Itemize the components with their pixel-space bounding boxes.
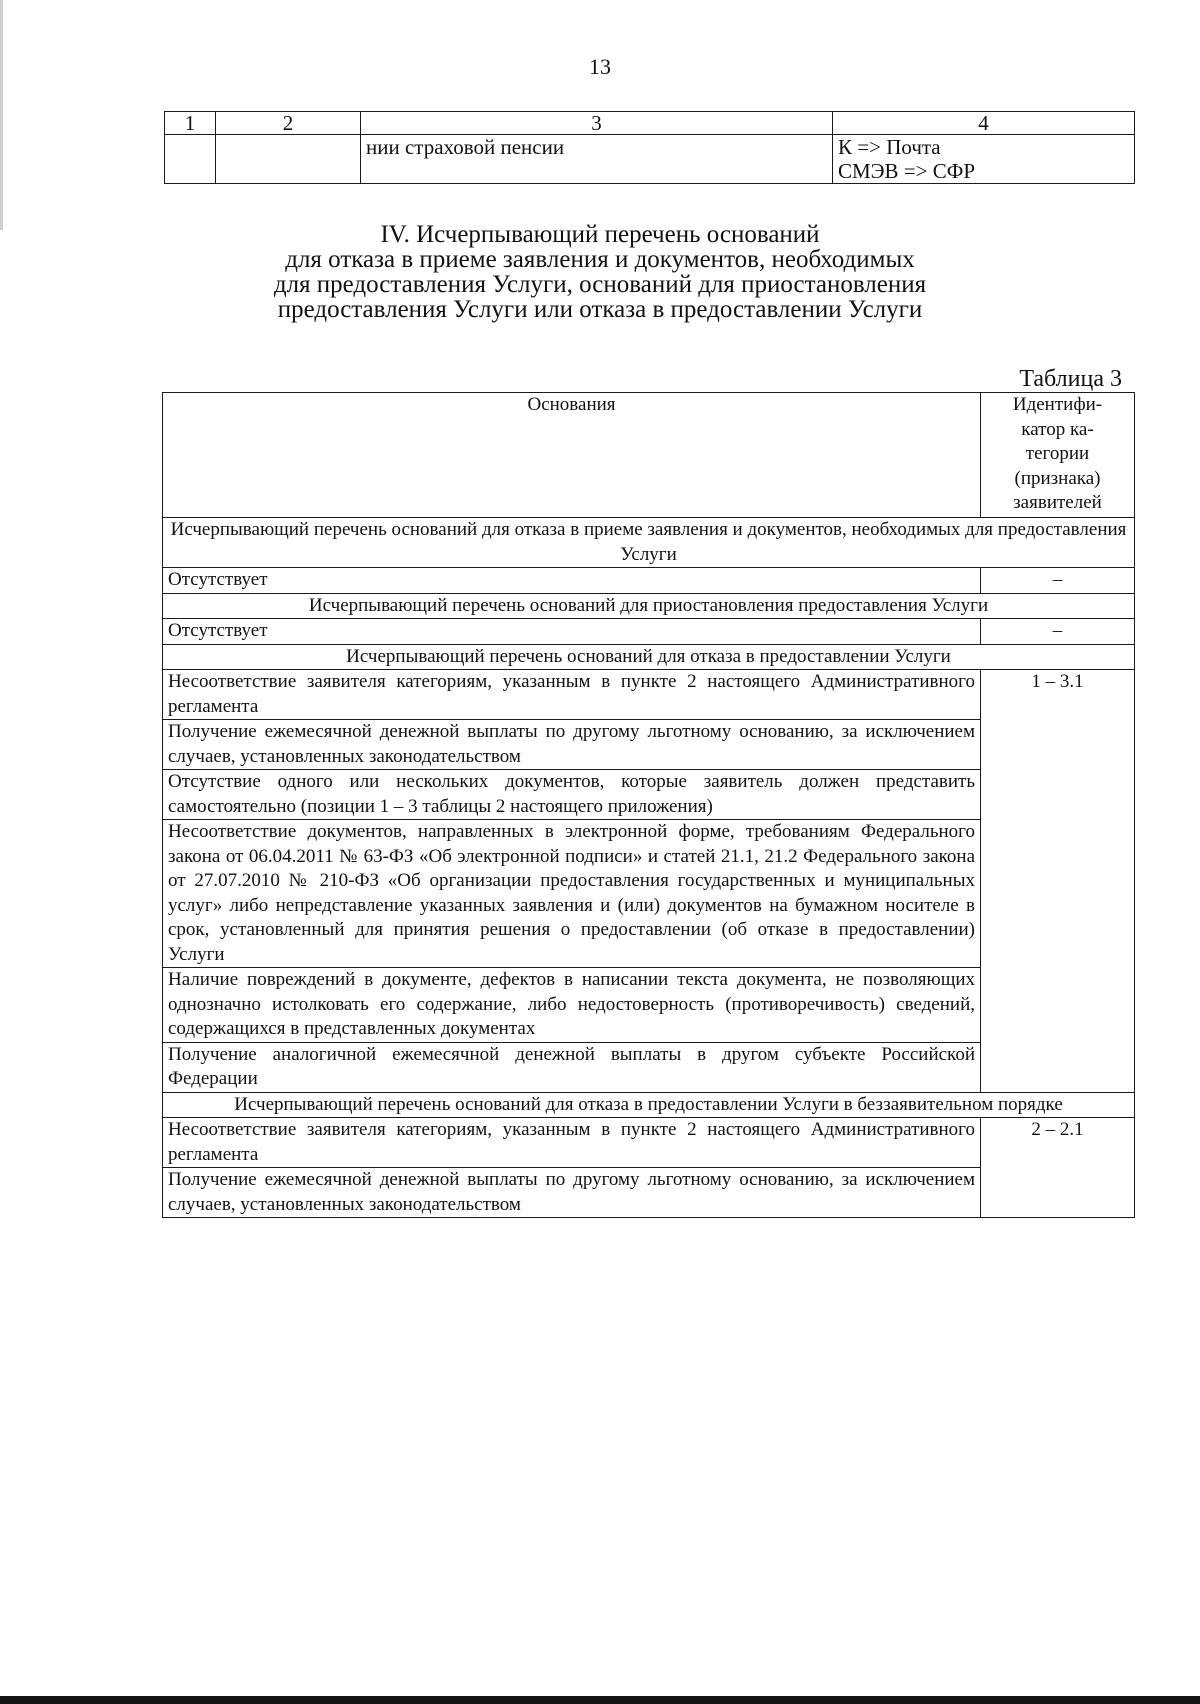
grounds-table	[162, 392, 1135, 1218]
section-heading	[150, 222, 1050, 322]
grounds-table-header	[163, 393, 1135, 518]
delivery-channel-line: СМЭВ => СФР	[838, 159, 976, 183]
ground-cell: Получение аналогичной ежемесячной денежной выплаты в другом субъекте Российской Федерации	[163, 1042, 981, 1092]
table-cell	[833, 135, 1135, 184]
section-title-row	[163, 518, 1135, 568]
identifier-cell: –	[981, 619, 1135, 645]
page-number: 13	[589, 54, 611, 79]
section-title: Исчерпывающий перечень оснований для отказа в предоставлении Услуги	[163, 644, 1135, 670]
table-cell: нии страховой пенсии	[361, 135, 833, 184]
heading-line: предоставления Услуги или отказа в предоставлении Услуги	[277, 296, 923, 323]
table-cell	[165, 135, 216, 184]
table-row	[163, 1118, 1135, 1168]
heading-line: для отказа в приеме заявления и документов, необходимых	[285, 246, 915, 273]
scan-left-edge	[0, 0, 3, 230]
table-row	[163, 568, 1135, 594]
ground-cell: Получение ежемесячной денежной выплаты по другому льготному основанию, за исключением случаев, установленных законодательством	[163, 1168, 981, 1218]
ground-cell: Несоответствие заявителя категориям, указанным в пункте 2 настоящего Административного регламента	[163, 670, 981, 720]
ground-cell: Отсутствие одного или нескольких документов, которые заявитель должен представить самостоятельно (позиции 1 – 3 таблицы 2 настоящего приложения)	[163, 770, 981, 820]
continuation-table-header	[165, 112, 1135, 135]
ground-cell: Наличие повреждений в документе, дефектов в написании текста документа, не позволяющих однозначно истолковать его содержание, либо недостоверность (противоречивость) сведений, содержащихся в представленных документах	[163, 968, 981, 1043]
header-grounds: Основания	[163, 393, 981, 518]
continuation-table	[164, 111, 1135, 184]
heading-line: для предоставления Услуги, оснований для приостановления	[273, 271, 927, 298]
identifier-cell: 2 – 2.1	[981, 1118, 1135, 1218]
column-number-2: 2	[216, 112, 361, 135]
delivery-channel-line: К => Почта	[838, 135, 941, 159]
section-title: Исчерпывающий перечень оснований для отказа в приеме заявления и документов, необходимых для предоставления Услуги	[163, 518, 1135, 568]
table-row	[165, 135, 1135, 184]
ground-cell: Отсутствует	[163, 568, 981, 594]
table-caption: Таблица 3	[1019, 366, 1122, 392]
scan-bottom-edge	[0, 1696, 1200, 1704]
heading-line: IV. Исчерпывающий перечень оснований	[380, 221, 820, 248]
ground-cell: Несоответствие документов, направленных в электронной форме, требованиям Федерального закона от 06.04.2011 № 63-ФЗ «Об электронной подписи» и статей 21.1, 21.2 Федерального закона от 27.07.2010 № 210-ФЗ «Об организации предоставления государственных и муниципальных услуг» либо непредставление указанных заявления и (или) документов на бумажном носителе в срок, установленный для принятия решения о предоставлении (об отказе в предоставлении) Услуги	[163, 820, 981, 968]
header-identifier: Идентифи- катор ка- тегории (признака) заявителей	[981, 393, 1135, 518]
section-title-row	[163, 1092, 1135, 1118]
ground-cell: Отсутствует	[163, 619, 981, 645]
ground-cell: Получение ежемесячной денежной выплаты по другому льготному основанию, за исключением случаев, установленных законодательством	[163, 720, 981, 770]
section-title-row	[163, 593, 1135, 619]
column-number-4: 4	[833, 112, 1135, 135]
column-number-1: 1	[165, 112, 216, 135]
section-title: Исчерпывающий перечень оснований для отказа в предоставлении Услуги в беззаявительном порядке	[163, 1092, 1135, 1118]
table-row	[163, 619, 1135, 645]
identifier-cell: 1 – 3.1	[981, 670, 1135, 1093]
table-cell	[216, 135, 361, 184]
ground-cell: Несоответствие заявителя категориям, указанным в пункте 2 настоящего Административного регламента	[163, 1118, 981, 1168]
column-number-3: 3	[361, 112, 833, 135]
identifier-cell: –	[981, 568, 1135, 594]
table-row	[163, 670, 1135, 720]
section-title-row	[163, 644, 1135, 670]
section-title: Исчерпывающий перечень оснований для приостановления предоставления Услуги	[163, 593, 1135, 619]
